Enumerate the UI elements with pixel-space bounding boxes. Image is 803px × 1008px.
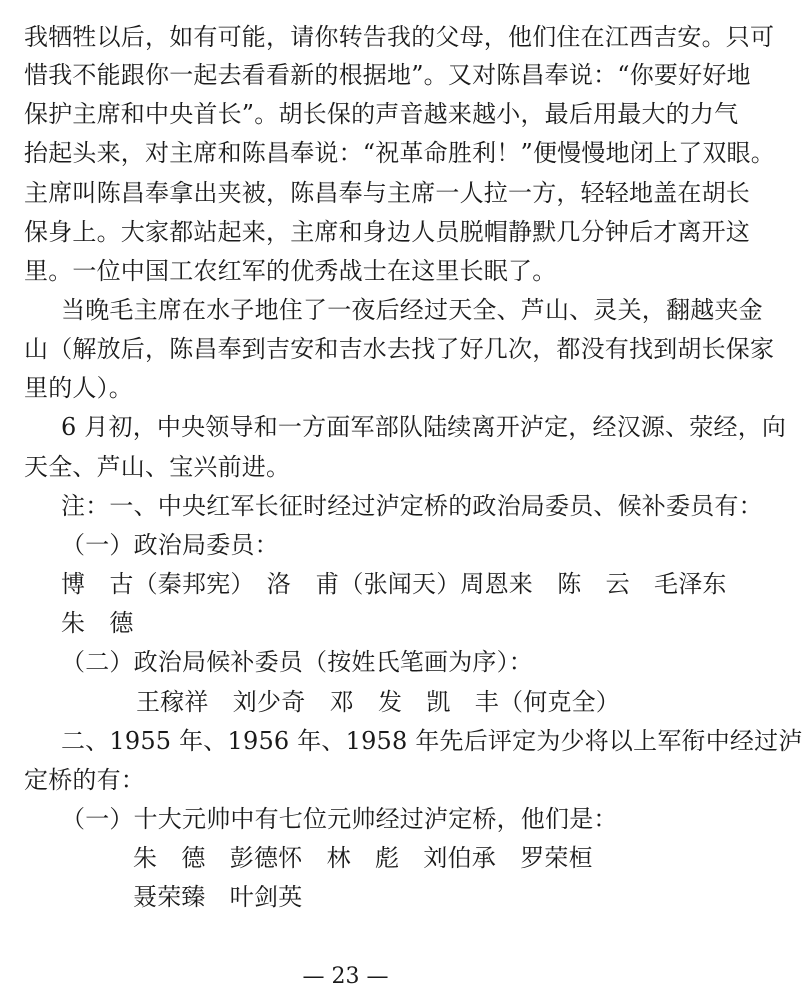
- text-line-6: 保身上。大家都站起来，主席和身边人员脱帽静默几分钟后才离开这: [24, 218, 750, 246]
- note-heading: 注：一、中央红军长征时经过泸定桥的政治局委员、候补委员有：: [61, 492, 763, 520]
- text-line-1: 我牺牲以后，如有可能，请你转告我的父母，他们住在江西吉安。只可: [24, 23, 775, 51]
- marshals-row-2: 聂荣臻 叶剑英: [133, 883, 303, 911]
- generals-heading-cont: 定桥的有：: [24, 766, 145, 794]
- text-line-3: 保护主席和中央首长”。胡长保的声音越来越小，最后用最大的力气: [24, 100, 739, 128]
- text-line-10: 里的人）。: [24, 374, 133, 402]
- politburo-members-heading: （一）政治局委员：: [61, 531, 279, 559]
- alternate-members-heading: （二）政治局候补委员（按姓氏笔画为序）：: [61, 648, 533, 676]
- text-line-12: 天全、芦山、宝兴前进。: [24, 453, 291, 481]
- text-line-11: 6 月初，中央领导和一方面军部队陆续离开泸定，经汉源、荥经，向: [61, 413, 787, 441]
- alternate-members-row: 王稼祥 刘少奇 邓 发 凯 丰（何克全）: [136, 688, 620, 716]
- politburo-members-row-1: 博 古（秦邦宪） 洛 甫（张闻天）周恩来 陈 云 毛泽东: [61, 570, 727, 598]
- text-line-5: 主席叫陈昌奉拿出夹被，陈昌奉与主席一人拉一方，轻轻地盖在胡长: [24, 179, 750, 207]
- text-line-4: 抬起头来，对主席和陈昌奉说：“祝革命胜利！”便慢慢地闭上了双眼。: [24, 139, 775, 167]
- marshals-row-1: 朱 德 彭德怀 林 彪 刘伯承 罗荣桓: [133, 844, 593, 872]
- politburo-members-row-2: 朱 德: [61, 609, 134, 637]
- text-line-2: 惜我不能跟你一起去看看新的根据地”。又对陈昌奉说：“你要好好地: [24, 61, 751, 89]
- generals-heading: 二、1955 年、1956 年、1958 年先后评定为少将以上军衔中经过泸: [61, 727, 803, 755]
- text-line-8: 当晚毛主席在水子地住了一夜后经过天全、芦山、灵关，翻越夹金: [61, 296, 763, 324]
- text-line-9: 山（解放后，陈昌奉到吉安和吉水去找了好几次，都没有找到胡长保家: [24, 335, 775, 363]
- page-number: — 23 —: [302, 964, 389, 989]
- marshals-heading: （一）十大元帅中有七位元帅经过泸定桥，他们是：: [61, 805, 618, 833]
- text-line-7: 里。一位中国工农红军的优秀战士在这里长眠了。: [24, 257, 557, 285]
